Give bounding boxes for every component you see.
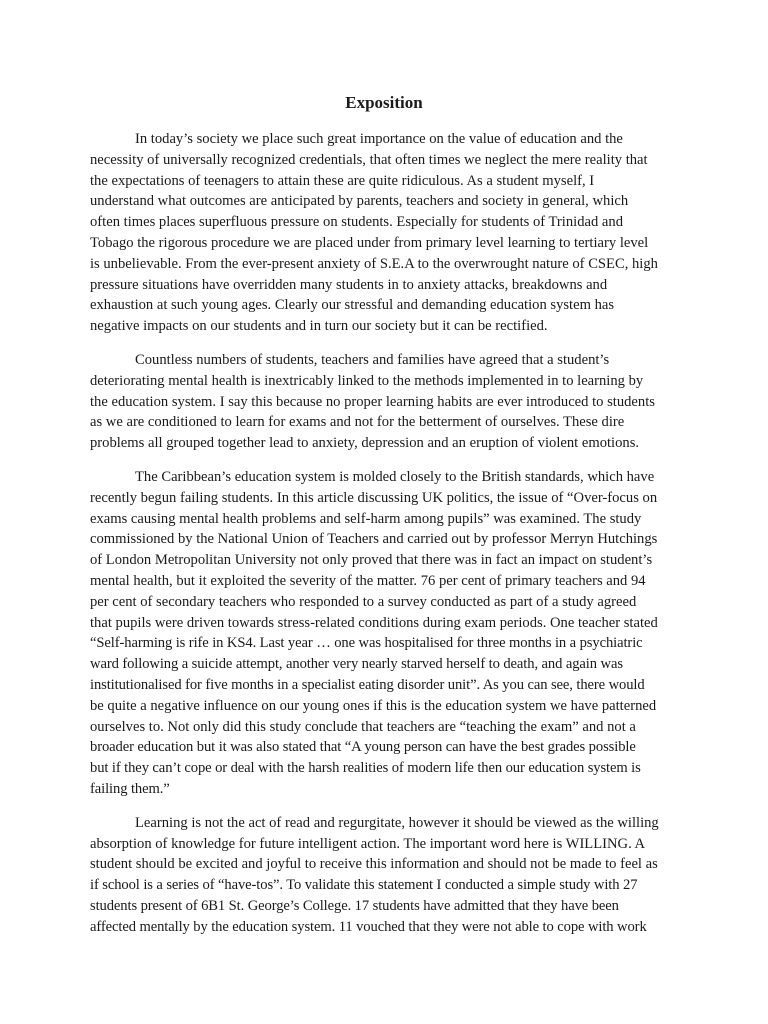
paragraph-line: that pupils were driven towards stress-related conditions during exam periods. One teacher stated bbox=[90, 614, 658, 631]
paragraph-line: absorption of knowledge for future intelligent action. The important word here is WILLING. A bbox=[90, 835, 646, 852]
paragraph-line: exhaustion at such young ages. Clearly our stressful and demanding education system has bbox=[90, 297, 615, 314]
paragraph-2 bbox=[90, 350, 684, 454]
paragraph-line: necessity of universally recognized credentials, that often times we neglect the mere reality that bbox=[90, 151, 648, 168]
paragraph-line: but if they can’t cope or deal with the harsh realities of modern life then our education system is bbox=[90, 760, 641, 777]
paragraph-line: the expectations of teenagers to attain these are quite ridiculous. As a student myself, I bbox=[90, 172, 595, 189]
paragraph-line: mental health, but it exploited the severity of the matter. 76 per cent of primary teachers and 94 bbox=[90, 572, 646, 589]
paragraph-line: recently begun failing students. In this article discussing UK politics, the issue of “Over-focus on bbox=[90, 489, 658, 506]
paragraph-line: ourselves to. Not only did this study conclude that teachers are “teaching the exam” and not a bbox=[90, 718, 636, 735]
paragraph-1 bbox=[90, 129, 684, 337]
paragraph-line: commissioned by the National Union of Teachers and carried out by professor Merryn Hutchings bbox=[90, 531, 658, 548]
paragraph-3 bbox=[90, 467, 684, 800]
paragraph-line: broader education but it was also stated that “A young person can have the best grades possible bbox=[90, 739, 636, 756]
paragraph-line: failing them.” bbox=[90, 780, 170, 797]
paragraph-line: student should be excited and joyful to receive this information and should not be made to feel as bbox=[90, 856, 658, 873]
paragraph-line: In today’s society we place such great importance on the value of education and the bbox=[135, 131, 623, 147]
paragraph-line: understand what outcomes are anticipated by parents, teachers and society in general, which bbox=[90, 193, 629, 210]
paragraph-line: the education system. I say this because no proper learning habits are ever introduced to students bbox=[90, 393, 655, 410]
paragraph-line: is unbelievable. From the ever-present anxiety of S.E.A to the overwrought nature of CSEC, high bbox=[90, 255, 658, 272]
paragraph-line: deteriorating mental health is inextricably linked to the methods implemented in to learning by bbox=[90, 372, 644, 389]
paragraph-line: as we are conditioned to learn for exams and not for the betterment of ourselves. These dire bbox=[90, 414, 625, 431]
page-title: Exposition bbox=[345, 93, 423, 112]
paragraph-line: if school is a series of “have-tos”. To validate this statement I conducted a simple study with 27 bbox=[90, 877, 638, 894]
paragraph-line: ward following a suicide attempt, another very nearly starved herself to death, and again was bbox=[90, 656, 623, 673]
paragraph-line: problems all grouped together lead to anxiety, depression and an eruption of violent emotions. bbox=[90, 435, 640, 452]
paragraph-4 bbox=[90, 813, 684, 938]
paragraph-line: be quite a negative influence on our young ones if this is the education system we have patterned bbox=[90, 697, 657, 714]
paragraph-line: institutionalised for five months in a specialist eating disorder unit”. As you can see, there would bbox=[90, 676, 645, 693]
paragraph-line: per cent of secondary teachers who responded to a survey conducted as part of a study agreed bbox=[90, 593, 637, 610]
document-body bbox=[90, 129, 684, 950]
paragraph-line: often times places superfluous pressure on students. Especially for students of Trinidad and bbox=[90, 214, 623, 231]
paragraph-line: affected mentally by the education system. 11 vouched that they were not able to cope with work bbox=[90, 918, 647, 935]
paragraph-line: Countless numbers of students, teachers and families have agreed that a student’s bbox=[135, 351, 610, 368]
paragraph-line: students present of 6B1 St. George’s College. 17 students have admitted that they have been bbox=[90, 897, 619, 914]
paragraph-line: The Caribbean’s education system is molded closely to the British standards, which have bbox=[135, 468, 655, 485]
paragraph-line: pressure situations have overridden many students in to anxiety attacks, breakdowns and bbox=[90, 276, 608, 293]
paragraph-line: “Self-harming is rife in KS4. Last year … one was hospitalised for three months in a psychiatric bbox=[90, 635, 643, 652]
paragraph-line: negative impacts on our students and in turn our society but it can be rectified. bbox=[90, 318, 548, 335]
paragraph-line: exams causing mental health problems and self-harm among pupils” was examined. The study bbox=[90, 510, 642, 527]
paragraph-line: Learning is not the act of read and regurgitate, however it should be viewed as the willing bbox=[135, 814, 659, 831]
paragraph-line: Tobago the rigorous procedure we are placed under from primary level learning to tertiary level bbox=[90, 234, 649, 251]
paragraph-line: of London Metropolitan University not only proved that there was in fact an impact on student’s bbox=[90, 552, 653, 569]
